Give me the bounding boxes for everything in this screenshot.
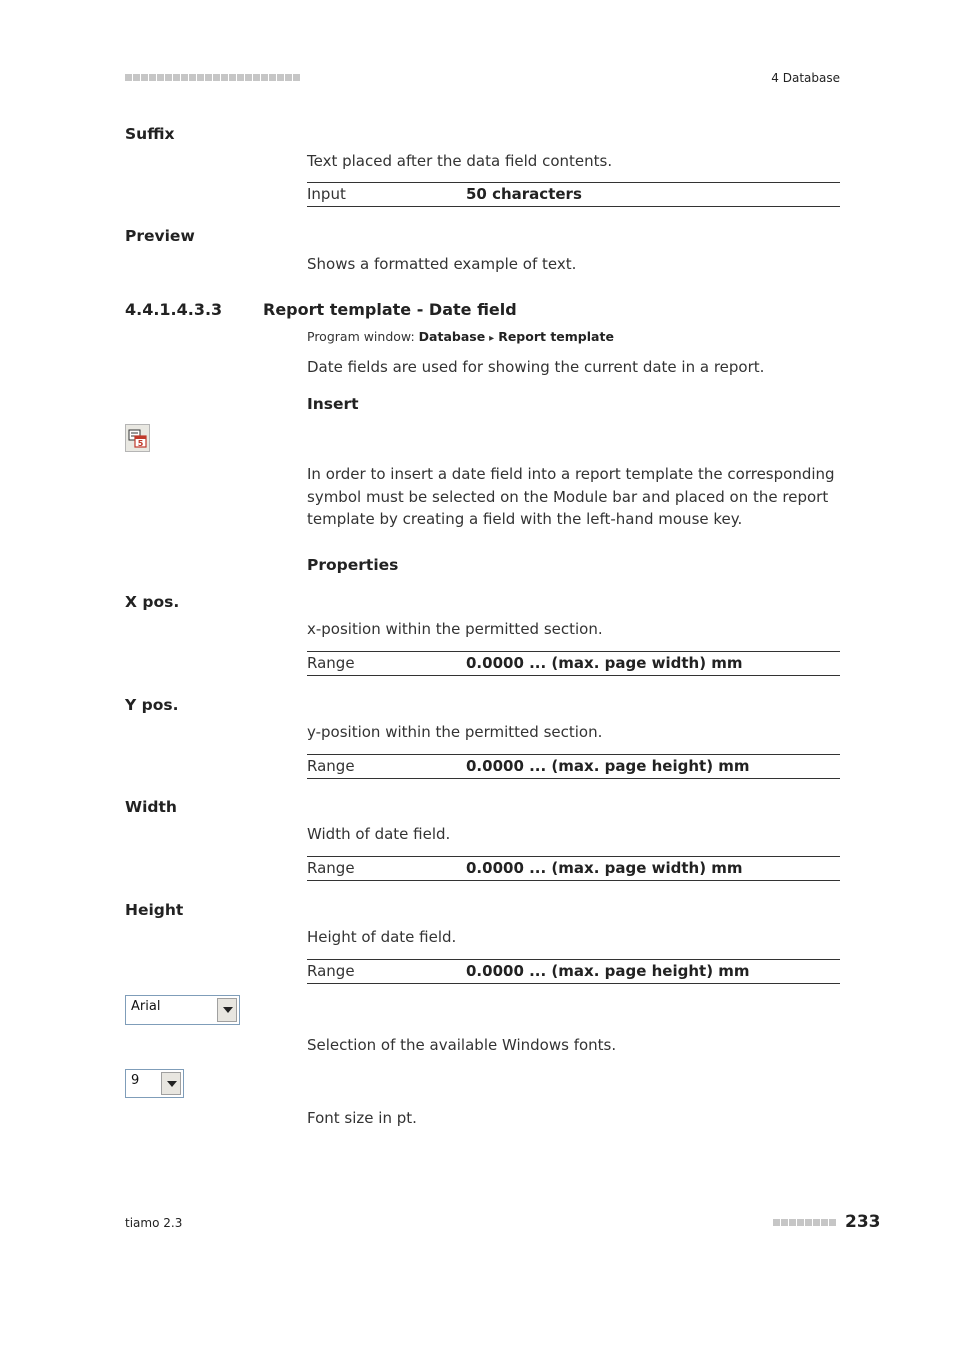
path-database: Database [418,329,486,344]
y-pos-description: y-position within the permitted section. [307,723,603,741]
program-window-path [307,329,614,344]
y-pos-spec-row [307,754,840,779]
font-family-select[interactable] [125,995,240,1025]
spec-value: 50 characters [466,185,582,203]
font-size-value: 9 [131,1073,140,1088]
font-size-select[interactable] [125,1069,184,1098]
font-size-description: Font size in pt. [307,1109,417,1127]
term-height: Height [125,901,184,919]
spec-value: 0.0000 ... (max. page height) mm [466,962,750,980]
spec-value: 0.0000 ... (max. page width) mm [466,654,743,672]
section-intro: Date fields are used for showing the current date in a report. [307,358,765,376]
section-number: 4.4.1.4.3.3 [125,300,223,319]
insert-text-line-3: template by creating a field with the left-hand mouse key. [307,510,743,528]
term-x-pos: X pos. [125,593,180,611]
spec-label: Range [307,962,355,980]
chevron-down-icon[interactable] [217,998,237,1022]
path-report-template: Report template [498,329,614,344]
term-y-pos: Y pos. [125,696,179,714]
suffix-spec-row [307,182,840,207]
term-suffix: Suffix [125,125,175,143]
insert-text-line-2: symbol must be selected on the Module bar and placed on the report [307,487,829,506]
spec-label: Range [307,654,355,672]
spec-value: 0.0000 ... (max. page width) mm [466,859,743,877]
section-title: Report template - Date field [263,300,517,319]
properties-heading: Properties [307,556,399,574]
font-family-description: Selection of the available Windows fonts. [307,1036,617,1054]
spec-label: Range [307,757,355,775]
chevron-down-icon[interactable] [161,1072,181,1095]
height-description: Height of date field. [307,928,457,946]
header-chapter: 4 Database [771,71,840,85]
spec-label: Range [307,859,355,877]
spec-label: Input [307,185,346,203]
program-window-prefix: Program window: [307,329,415,344]
width-spec-row [307,856,840,881]
x-pos-description: x-position within the permitted section. [307,620,603,638]
term-width: Width [125,798,177,816]
preview-description: Shows a formatted example of text. [307,255,577,273]
svg-text:5: 5 [137,439,144,448]
insert-text-line-1: In order to insert a date field into a report template the corresponding [307,465,835,483]
page-number: 233 [845,1212,881,1232]
footer-product: tiamo 2.3 [125,1216,183,1230]
x-pos-spec-row [307,651,840,676]
insert-heading: Insert [307,395,359,413]
width-description: Width of date field. [307,825,451,843]
path-separator: ▸ [489,333,495,344]
font-family-value: Arial [131,999,161,1014]
header-decoration [125,74,300,81]
date-field-icon [125,424,150,452]
footer-decoration [773,1219,836,1226]
insert-text [307,463,840,531]
height-spec-row [307,959,840,984]
spec-value: 0.0000 ... (max. page height) mm [466,757,750,775]
suffix-description: Text placed after the data field contents. [307,152,613,170]
term-preview: Preview [125,227,195,245]
